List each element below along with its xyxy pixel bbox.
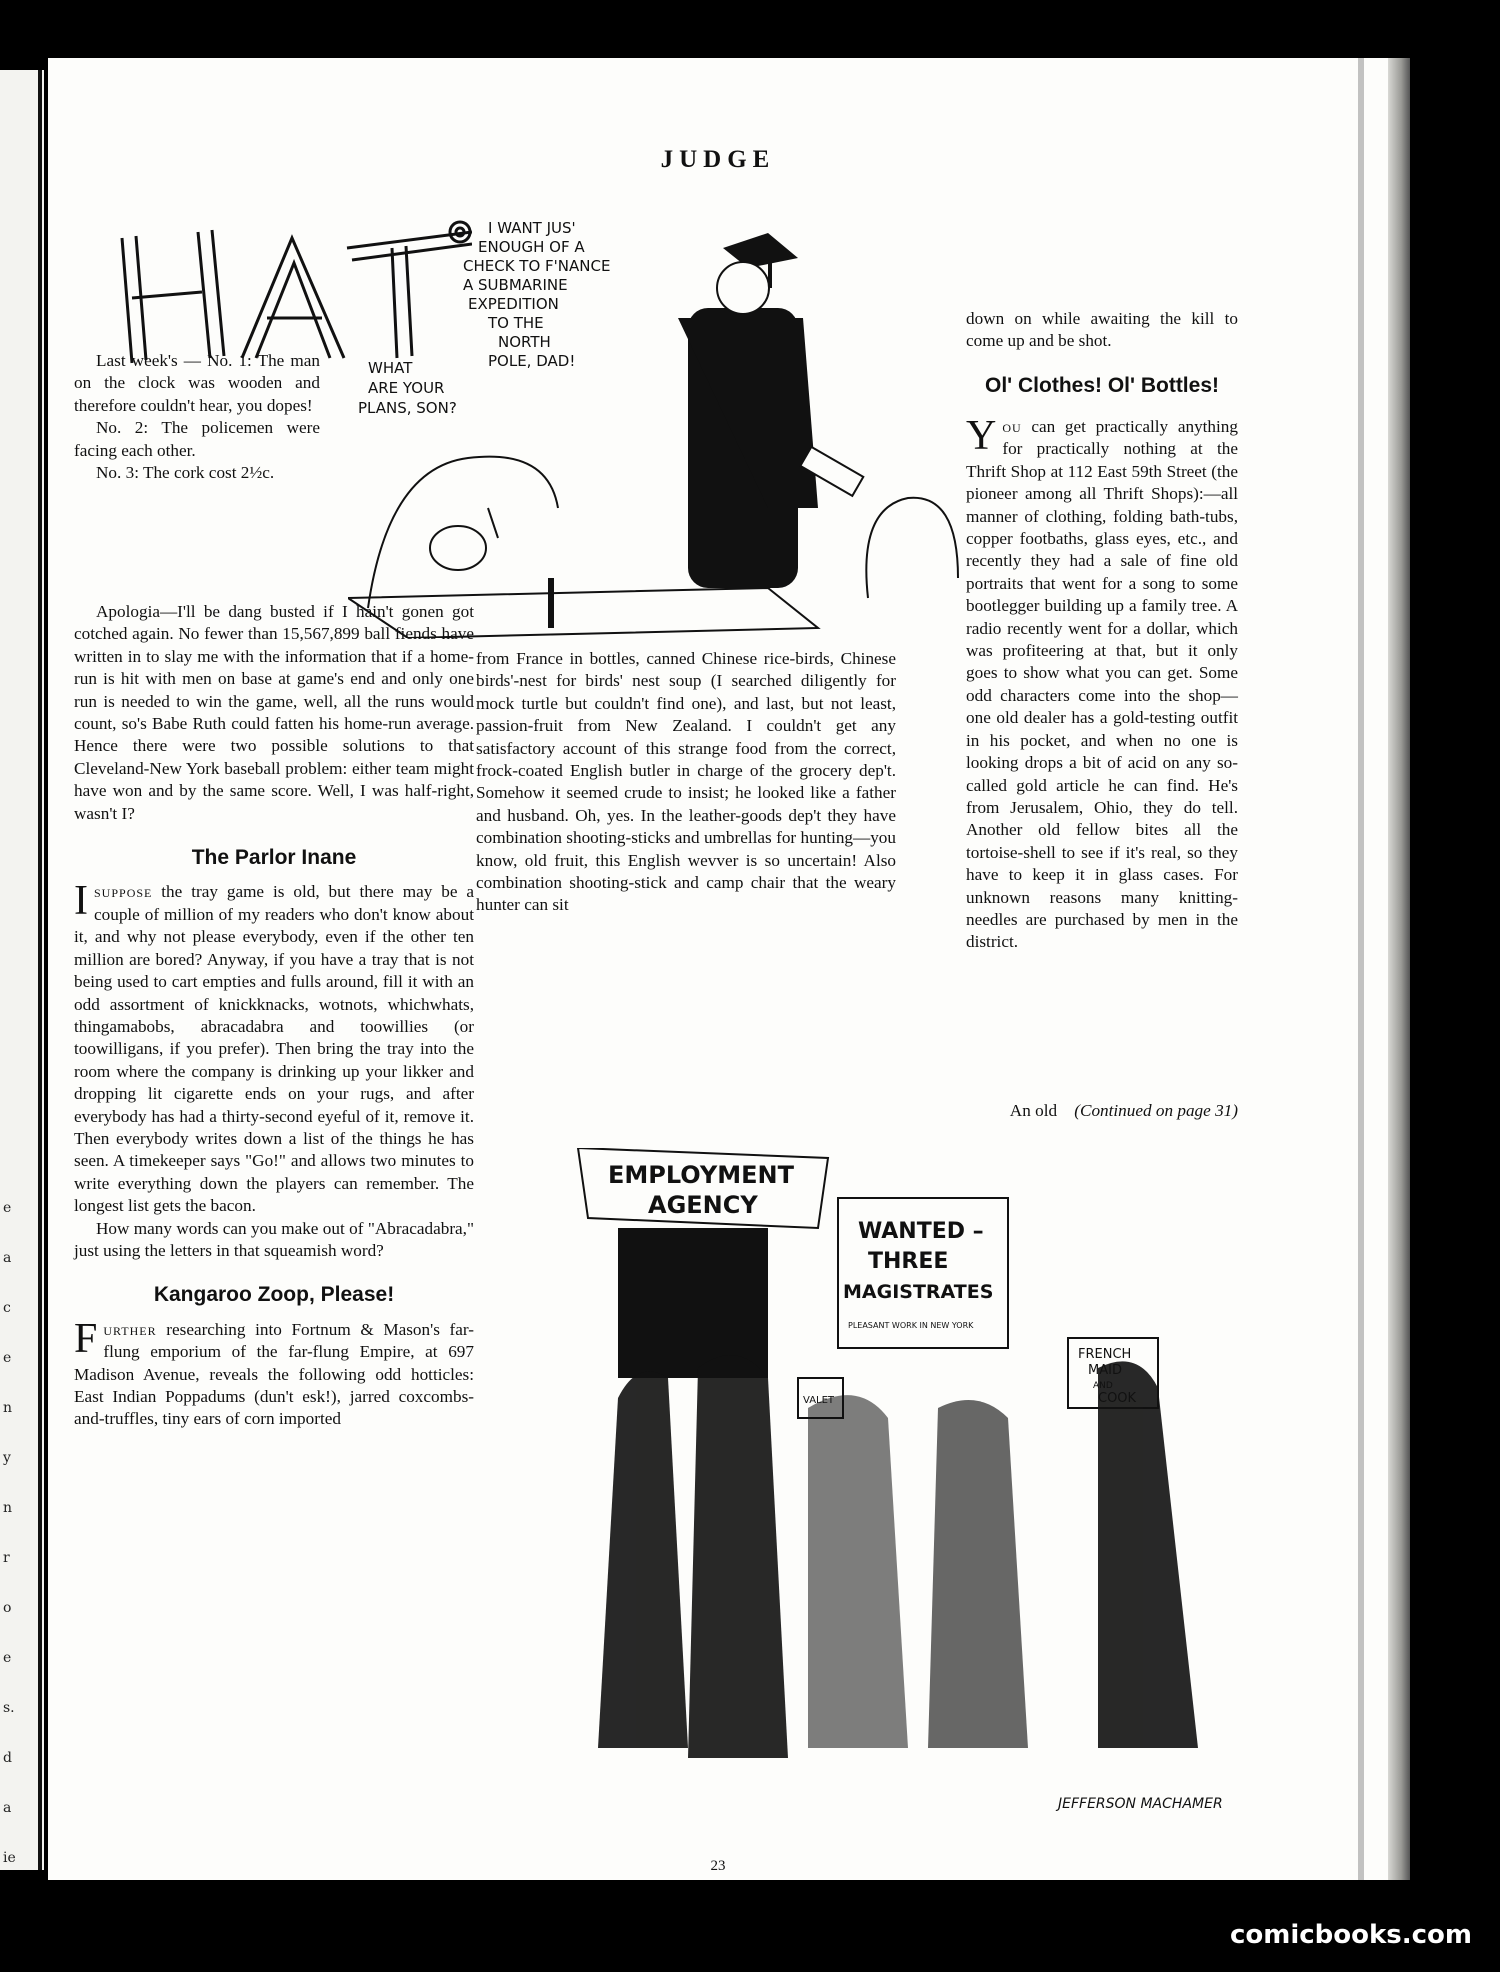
balloon-line: POLE, DAD! [488, 352, 576, 370]
balloon-line: CHECK TO F'NANCE [463, 257, 611, 275]
lead-word: ou [1002, 417, 1022, 436]
balloon-line: WHAT [368, 359, 413, 377]
balloon-line: NORTH [498, 333, 551, 351]
sign-line: THREE [868, 1249, 949, 1274]
column-2 [476, 648, 896, 917]
balloon-line: PLANS, SON? [358, 399, 457, 417]
sign-line: AND [1093, 1381, 1113, 1391]
balloon-line: I WANT JUS' [488, 219, 576, 237]
left-page-fragment: e [3, 1200, 12, 1216]
balloon-line: A SUBMARINE [463, 276, 568, 294]
kangaroo-text [74, 1315, 474, 1431]
cartoon-employment-agency [558, 1148, 1298, 1848]
left-page-fragment: e [3, 1350, 12, 1366]
parlor-body: the tray game is old, but there may be a couple of million of my readers who don't know about it, and why not please everybody, even if the other ten million are bored? Anyway, if you have a tray that is not being used to cart empties and fulls around, fill it with an odd assortment of knickknacks, wotnots, whichwhats, thingamabobs, abracadabra and toowillies (or toowilligans, if you prefer). Then bring the tray into the room where the company is drinking up your likker and dropping lit cigarette ends on your rugs, and after everybody has had a thirty-second eyeful of it, remove it. Then everybody writes down a list of the things he has seen. A timekeeper says "Go!" and allows two minutes to write everything down the players can remember. The longest list gets the bacon. [74, 882, 474, 1216]
dropcap: I [74, 878, 88, 925]
balloon-line: ARE YOUR [368, 379, 445, 397]
page-shadow [1358, 58, 1364, 1880]
parlor-text [74, 878, 474, 1217]
left-page-fragment: a [3, 1800, 12, 1816]
section-heading-clothes: Ol' Clothes! Ol' Bottles! [985, 373, 1219, 397]
sign-line: MAID [1088, 1363, 1122, 1378]
column-1 [74, 350, 320, 484]
section-heading-parlor: The Parlor Inane [191, 846, 357, 870]
sign-line: AGENCY [648, 1191, 758, 1219]
kangaroo-body: researching into Fortnum & Mason's far-flung emporium of the far-flung Empire, at 697 Madison Avenue, reveals the following odd hotticles: East Indian Poppadums (dun't esk!), jarred coxcombs-and-truffles, tiny ears of corn imported [74, 1319, 474, 1429]
cartoon1-balloon-son [463, 219, 615, 370]
apologia-para: Apologia—I'll be dang busted if I hain't gonen got cotched again. No fewer than 15,567,899 ball fiends have written in to slay me with the information that if a home-run is hit with men on base at game's end and only one run is needed to win the game, well, all the runs would count, so's Babe Ruth could fatten his home-run average. Hence there were two possible solutions to that Cleveland-New York baseball problem: either team might have won and by the same score. Well, I was half-right, wasn't I? [74, 602, 474, 823]
left-page-edge [38, 70, 42, 1870]
lead-word: urther [103, 1319, 157, 1339]
intro-para-3: No. 3: The cork cost 2½c. [96, 463, 275, 483]
continued-note: (Continued on page 31) [1074, 1101, 1238, 1120]
balloon-line: EXPEDITION [468, 295, 559, 313]
intro-para-1: Last week's — No. 1: The man on the clock was wooden and therefore couldn't hear, you dopes! [74, 351, 320, 415]
valet-sign: VALET [803, 1395, 835, 1406]
left-page-fragment: n [3, 1500, 13, 1516]
cartoon2-wanted-sign [843, 1219, 993, 1303]
continued-line [908, 1100, 1238, 1122]
sign-line: FRENCH [1078, 1347, 1132, 1362]
sign-line: EMPLOYMENT [608, 1161, 794, 1189]
section-heading-kangaroo: Kangaroo Zoop, Please! [153, 1283, 395, 1307]
left-page-fragment: d [3, 1750, 12, 1766]
intro-para-2: No. 2: The policemen were facing each other. [74, 418, 320, 460]
page-spine [1388, 58, 1410, 1880]
cont-start: An old [1009, 1101, 1058, 1120]
cartoon-father-son [348, 208, 1008, 638]
left-page-fragment: o [3, 1600, 12, 1616]
watermark: comicbooks.com [1229, 1920, 1472, 1950]
parlor-text-2: How many words can you make out of "Abracadabra," just using the letters in that squeamish word? [74, 1218, 474, 1260]
clothes-body: can get practically anything for practically nothing at the Thrift Shop at 112 East 59th Street (the pioneer among all Thrift Shops):—all manner of clothing, folding bath-tubs, copper footbaths, glass eyes, etc., and recently they had a sale of fine old portraits that went for a song to some bootlegger building up a family tree. A radio recently went for a dollar, which was profiteering at that, but it only goes to show what you can get. Some odd characters come into the shop—one old dealer has a gold-testing outfit in his pocket, and when no one is looking drops a bit of acid on any so-called gold article he can find. He's from Jerusalem, Ohio, they do tell. Another old fellow bites all the tortoise-shell to see if it's real, so they have to keep it in glass cases. For unknown reasons many knitting-needles are purchased by men in the district. [966, 417, 1238, 952]
left-page-fragment: n [3, 1400, 13, 1416]
left-page-fragment: y [3, 1450, 11, 1466]
dropcap: Y [966, 413, 997, 459]
cartoon2-agency-sign [608, 1161, 802, 1219]
left-facing-page [0, 70, 44, 1870]
balloon-line: ENOUGH OF A [478, 238, 585, 256]
column-1-wide [74, 601, 474, 1431]
column-3-top-text: down on while awaiting the kill to come up and be shot. [966, 309, 1238, 351]
balloon-line: TO THE [488, 314, 544, 332]
sign-line: MAGISTRATES [843, 1281, 994, 1303]
dropcap: F [74, 1315, 98, 1362]
cartoon1-balloon-father [358, 359, 457, 417]
left-page-fragment: s. [3, 1700, 15, 1716]
lead-word: suppose [94, 882, 153, 902]
page-number: 23 [710, 1858, 726, 1874]
left-page-fragment: ie [3, 1850, 16, 1866]
wanted-subtext: PLEASANT WORK IN NEW YORK [848, 1321, 974, 1330]
magazine-title: JUDGE [660, 146, 776, 173]
artist-signature: JEFFERSON MACHAMER [1058, 1796, 1223, 1812]
sign-line: WANTED – [858, 1219, 984, 1244]
column-2-text: from France in bottles, canned Chinese rice-birds, Chinese birds'-nest for birds' nest soup (I searched diligently for mock turtle but couldn't find one), and last, but not least, passion-fruit from New Zealand. I couldn't get any satisfactory account of this strange food from the correct, frock-coated English butler in charge of the grocery dep't. Somehow it seemed crude to insist; he looked like a father and husband. Oh, yes. In the leather-goods dep't they have combination shooting-sticks and umbrellas for hunting—you know, old fruit, this English wevver is so uncertain! Also combination shooting-stick and camp chair that the weary hunter can sit [476, 649, 896, 915]
left-page-fragment: r [3, 1550, 10, 1566]
left-page-fragment: e [3, 1650, 12, 1666]
left-page-fragment: a [3, 1250, 12, 1266]
left-page-fragment: c [3, 1300, 11, 1316]
sign-line: COOK [1098, 1391, 1137, 1406]
magazine-page [48, 58, 1388, 1880]
